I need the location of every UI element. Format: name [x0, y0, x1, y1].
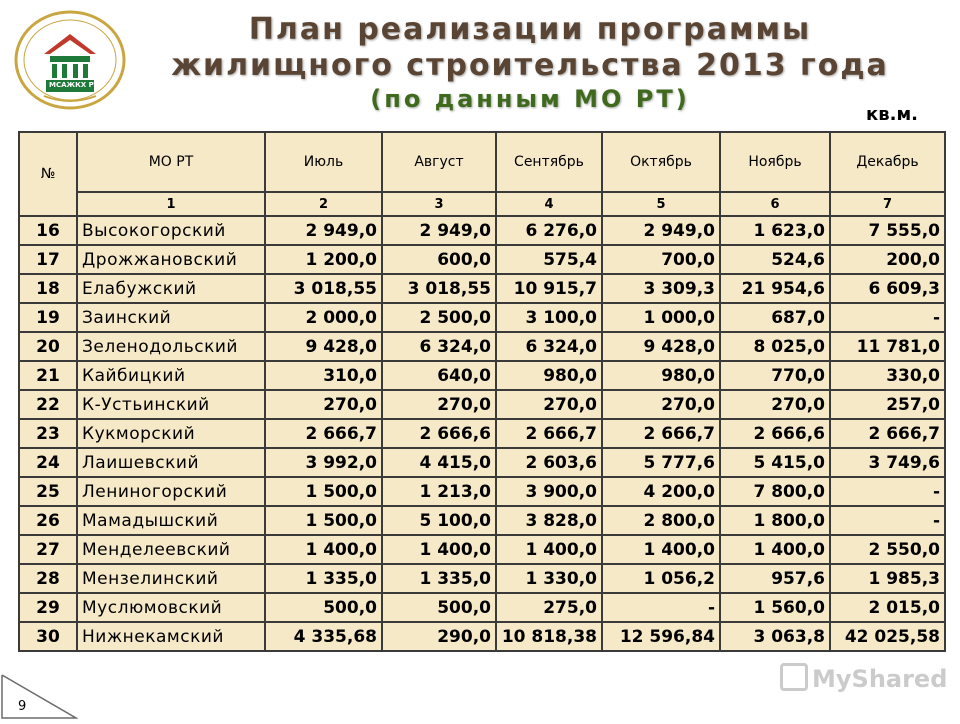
table-row: [19, 390, 945, 419]
value-cell: 687,0: [720, 303, 830, 332]
value-cell: 957,6: [720, 564, 830, 593]
value-cell: 2 800,0: [602, 506, 720, 535]
value-cell: 200,0: [830, 245, 945, 274]
row-number: 29: [19, 593, 77, 622]
col-number: 7: [830, 192, 945, 216]
district-name: Лаишевский: [77, 448, 265, 477]
table-row: [19, 245, 945, 274]
header-october: Октябрь: [602, 132, 720, 192]
district-name: Нижнекамский: [77, 622, 265, 651]
page-title: [150, 12, 910, 114]
value-cell: 275,0: [496, 593, 602, 622]
value-cell: 980,0: [496, 361, 602, 390]
header-number: №: [19, 132, 77, 216]
value-cell: 1 560,0: [720, 593, 830, 622]
value-cell: 1 400,0: [382, 535, 496, 564]
value-cell: -: [602, 593, 720, 622]
header-july: Июль: [265, 132, 382, 192]
row-number: 25: [19, 477, 77, 506]
value-cell: 575,4: [496, 245, 602, 274]
value-cell: 1 500,0: [265, 506, 382, 535]
row-number: 26: [19, 506, 77, 535]
col-number: 3: [382, 192, 496, 216]
value-cell: 2 949,0: [265, 216, 382, 245]
value-cell: 9 428,0: [265, 332, 382, 361]
value-cell: 1 200,0: [265, 245, 382, 274]
watermark-text: MyShared: [812, 665, 948, 693]
table-row: [19, 506, 945, 535]
title-line-2: жилищного строительства 2013 года: [171, 48, 889, 83]
value-cell: 4 335,68: [265, 622, 382, 651]
row-number: 21: [19, 361, 77, 390]
row-number: 22: [19, 390, 77, 419]
col-number: 4: [496, 192, 602, 216]
value-cell: 2 666,7: [602, 419, 720, 448]
value-cell: 2 500,0: [382, 303, 496, 332]
value-cell: 2 666,6: [382, 419, 496, 448]
header-mo: МО РТ: [77, 132, 265, 192]
ministry-logo: [14, 10, 126, 110]
value-cell: 3 100,0: [496, 303, 602, 332]
district-name: Менделеевский: [77, 535, 265, 564]
value-cell: 4 200,0: [602, 477, 720, 506]
value-cell: 6 276,0: [496, 216, 602, 245]
page-number: 9: [18, 699, 27, 714]
col-number: 6: [720, 192, 830, 216]
value-cell: 7 800,0: [720, 477, 830, 506]
value-cell: 524,6: [720, 245, 830, 274]
value-cell: 3 018,55: [382, 274, 496, 303]
value-cell: 330,0: [830, 361, 945, 390]
district-name: Муслюмовский: [77, 593, 265, 622]
value-cell: 9 428,0: [602, 332, 720, 361]
district-name: К-Устьинский: [77, 390, 265, 419]
table-row: [19, 361, 945, 390]
row-number: 30: [19, 622, 77, 651]
value-cell: 270,0: [602, 390, 720, 419]
value-cell: 4 415,0: [382, 448, 496, 477]
title-line-1: План реализации программы: [248, 12, 812, 47]
value-cell: -: [830, 477, 945, 506]
header-september: Сентябрь: [496, 132, 602, 192]
page-number-corner: [0, 673, 78, 720]
value-cell: 770,0: [720, 361, 830, 390]
unit-label: кв.м.: [866, 104, 918, 125]
header-november: Ноябрь: [720, 132, 830, 192]
table-row: [19, 274, 945, 303]
header-december: Декабрь: [830, 132, 945, 192]
title-line-3: (по данным МО РТ): [370, 85, 690, 113]
table-row: [19, 216, 945, 245]
district-name: Зеленодольский: [77, 332, 265, 361]
value-cell: 600,0: [382, 245, 496, 274]
district-name: Мензелинский: [77, 564, 265, 593]
construction-plan-table: [18, 131, 946, 652]
table-row: [19, 622, 945, 651]
value-cell: 3 900,0: [496, 477, 602, 506]
value-cell: 1 985,3: [830, 564, 945, 593]
value-cell: 2 666,7: [265, 419, 382, 448]
row-number: 23: [19, 419, 77, 448]
table-row: [19, 535, 945, 564]
col-number: 2: [265, 192, 382, 216]
value-cell: 1 213,0: [382, 477, 496, 506]
table-row: [19, 477, 945, 506]
value-cell: 980,0: [602, 361, 720, 390]
district-name: Елабужский: [77, 274, 265, 303]
value-cell: 2 949,0: [602, 216, 720, 245]
value-cell: 2 603,6: [496, 448, 602, 477]
district-name: Лениногорский: [77, 477, 265, 506]
value-cell: 290,0: [382, 622, 496, 651]
row-number: 28: [19, 564, 77, 593]
value-cell: 1 400,0: [602, 535, 720, 564]
value-cell: 7 555,0: [830, 216, 945, 245]
row-number: 19: [19, 303, 77, 332]
value-cell: 2 666,7: [496, 419, 602, 448]
value-cell: 8 025,0: [720, 332, 830, 361]
row-number: 16: [19, 216, 77, 245]
district-name: Кукморский: [77, 419, 265, 448]
value-cell: 6 609,3: [830, 274, 945, 303]
value-cell: 42 025,58: [830, 622, 945, 651]
value-cell: -: [830, 303, 945, 332]
value-cell: 2 949,0: [382, 216, 496, 245]
value-cell: 10 915,7: [496, 274, 602, 303]
district-name: Высокогорский: [77, 216, 265, 245]
table-row: [19, 593, 945, 622]
value-cell: 1 400,0: [496, 535, 602, 564]
value-cell: 3 828,0: [496, 506, 602, 535]
value-cell: 5 415,0: [720, 448, 830, 477]
value-cell: 1 400,0: [720, 535, 830, 564]
value-cell: 1 335,0: [382, 564, 496, 593]
value-cell: 11 781,0: [830, 332, 945, 361]
value-cell: 270,0: [720, 390, 830, 419]
value-cell: 1 800,0: [720, 506, 830, 535]
value-cell: -: [830, 506, 945, 535]
value-cell: 500,0: [265, 593, 382, 622]
row-number: 18: [19, 274, 77, 303]
value-cell: 3 309,3: [602, 274, 720, 303]
row-number: 24: [19, 448, 77, 477]
value-cell: 1 400,0: [265, 535, 382, 564]
value-cell: 640,0: [382, 361, 496, 390]
value-cell: 5 100,0: [382, 506, 496, 535]
watermark-icon: [780, 663, 808, 691]
value-cell: 21 954,6: [720, 274, 830, 303]
value-cell: 700,0: [602, 245, 720, 274]
value-cell: 2 666,6: [720, 419, 830, 448]
district-name: Кайбицкий: [77, 361, 265, 390]
value-cell: 2 015,0: [830, 593, 945, 622]
value-cell: 3 018,55: [265, 274, 382, 303]
value-cell: 270,0: [382, 390, 496, 419]
value-cell: 2 000,0: [265, 303, 382, 332]
value-cell: 10 818,38: [496, 622, 602, 651]
col-number: 5: [602, 192, 720, 216]
table-row: [19, 419, 945, 448]
value-cell: 6 324,0: [496, 332, 602, 361]
value-cell: 3 063,8: [720, 622, 830, 651]
district-name: Мамадышский: [77, 506, 265, 535]
value-cell: 270,0: [265, 390, 382, 419]
value-cell: 2 666,7: [830, 419, 945, 448]
district-name: Заинский: [77, 303, 265, 332]
value-cell: 3 992,0: [265, 448, 382, 477]
value-cell: 6 324,0: [382, 332, 496, 361]
row-number: 17: [19, 245, 77, 274]
table-row: [19, 564, 945, 593]
logo-text: МСАЖКХ РТ: [49, 81, 99, 89]
value-cell: 1 000,0: [602, 303, 720, 332]
value-cell: 257,0: [830, 390, 945, 419]
table-row: [19, 332, 945, 361]
value-cell: 310,0: [265, 361, 382, 390]
value-cell: 3 749,6: [830, 448, 945, 477]
value-cell: 1 335,0: [265, 564, 382, 593]
header-august: Август: [382, 132, 496, 192]
value-cell: 2 550,0: [830, 535, 945, 564]
district-name: Дрожжановский: [77, 245, 265, 274]
col-number: 1: [77, 192, 265, 216]
row-number: 27: [19, 535, 77, 564]
value-cell: 1 056,2: [602, 564, 720, 593]
value-cell: 500,0: [382, 593, 496, 622]
table-row: [19, 303, 945, 332]
value-cell: 1 500,0: [265, 477, 382, 506]
row-number: 20: [19, 332, 77, 361]
value-cell: 1 330,0: [496, 564, 602, 593]
value-cell: 270,0: [496, 390, 602, 419]
value-cell: 12 596,84: [602, 622, 720, 651]
table-row: [19, 448, 945, 477]
value-cell: 1 623,0: [720, 216, 830, 245]
watermark: [780, 663, 947, 693]
value-cell: 5 777,6: [602, 448, 720, 477]
